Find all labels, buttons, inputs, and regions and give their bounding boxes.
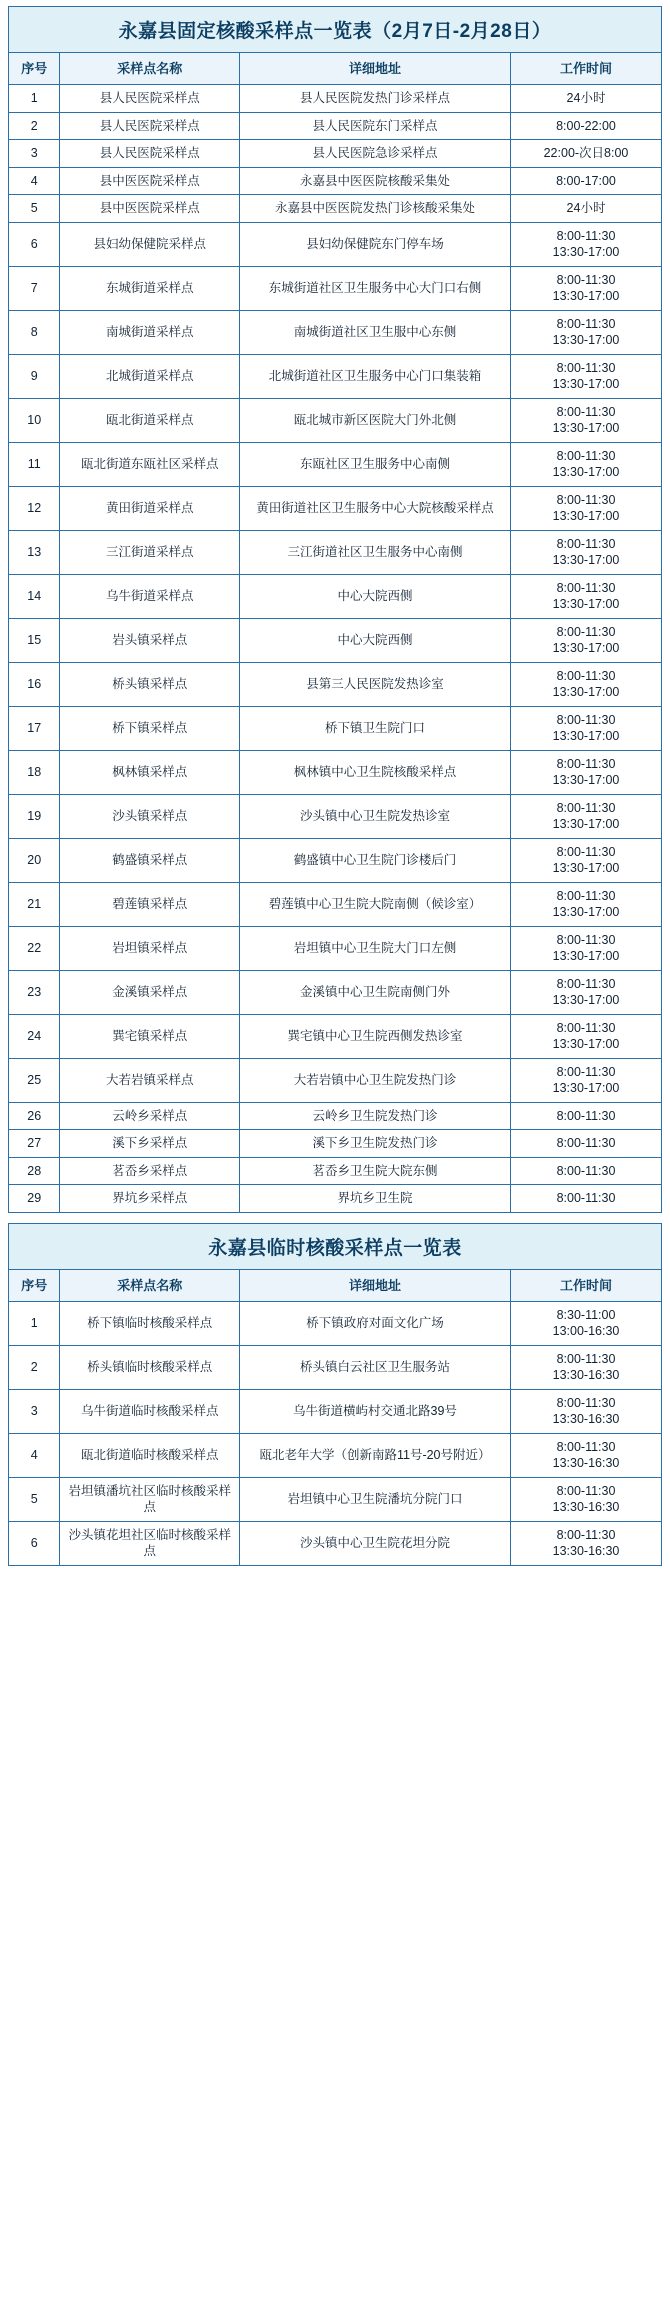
- cell-hours: [511, 310, 662, 354]
- table-row: [9, 1345, 662, 1389]
- hours-line: 13:30-16:30: [552, 1544, 620, 1559]
- cell-address: 县人民医院东门采样点: [239, 112, 510, 140]
- cell-index: 27: [9, 1130, 60, 1158]
- cell-site-name: 南城街道采样点: [60, 310, 240, 354]
- hours-line: 13:30-17:00: [552, 817, 620, 832]
- cell-address: 南城街道社区卫生服中心东侧: [239, 310, 510, 354]
- table-row: [9, 1477, 662, 1521]
- hours-line: 13:30-16:30: [552, 1456, 620, 1471]
- cell-address: 岩坦镇中心卫生院大门口左侧: [239, 926, 510, 970]
- cell-hours: [511, 266, 662, 310]
- cell-site-name: 三江街道采样点: [60, 530, 240, 574]
- cell-hours: [511, 1058, 662, 1102]
- cell-site-name: 枫林镇采样点: [60, 750, 240, 794]
- cell-site-name: 县人民医院采样点: [60, 85, 240, 113]
- table-row: [9, 266, 662, 310]
- header-hours: 工作时间: [511, 53, 662, 85]
- hours-line: 8:00-11:30: [556, 228, 616, 243]
- cell-hours: [511, 1157, 662, 1185]
- cell-hours: [511, 354, 662, 398]
- cell-site-name: 瓯北街道东瓯社区采样点: [60, 442, 240, 486]
- cell-hours: [511, 85, 662, 113]
- cell-address: 北城街道社区卫生服务中心门口集装箱: [239, 354, 510, 398]
- hours-line: 13:30-16:30: [552, 1500, 620, 1515]
- header-address: 详细地址: [239, 1269, 510, 1301]
- table-row: [9, 618, 662, 662]
- hours-line: 8:00-11:30: [556, 1163, 616, 1178]
- cell-hours: [511, 574, 662, 618]
- cell-index: 26: [9, 1102, 60, 1130]
- hours-line: 8:00-11:30: [556, 756, 616, 771]
- table-row: [9, 970, 662, 1014]
- hours-line: 13:30-17:00: [552, 1081, 620, 1096]
- table-header-row: [9, 1269, 662, 1301]
- hours-line: 13:30-17:00: [552, 553, 620, 568]
- cell-address: 桥下镇政府对面文化广场: [239, 1301, 510, 1345]
- table-row: [9, 1014, 662, 1058]
- fixed-sites-body: [9, 85, 662, 1213]
- hours-line: 13:30-17:00: [552, 729, 620, 744]
- cell-address: 鹤盛镇中心卫生院门诊楼后门: [239, 838, 510, 882]
- hours-line: 8:00-11:30: [556, 272, 616, 287]
- header-index: 序号: [9, 1269, 60, 1301]
- header-hours: 工作时间: [511, 1269, 662, 1301]
- cell-hours: [511, 750, 662, 794]
- table-row: [9, 85, 662, 113]
- cell-index: 10: [9, 398, 60, 442]
- cell-site-name: 县中医医院采样点: [60, 195, 240, 223]
- hours-line: 8:00-11:30: [556, 360, 616, 375]
- cell-address: 永嘉县中医医院发热门诊核酸采集处: [239, 195, 510, 223]
- cell-hours: [511, 1301, 662, 1345]
- cell-address: 瓯北老年大学（创新南路11号-20号附近）: [239, 1433, 510, 1477]
- cell-site-name: 碧莲镇采样点: [60, 882, 240, 926]
- cell-address: 巽宅镇中心卫生院西侧发热诊室: [239, 1014, 510, 1058]
- table-row: [9, 574, 662, 618]
- table-row: [9, 1058, 662, 1102]
- table-row: [9, 442, 662, 486]
- hours-line: 13:30-17:00: [552, 949, 620, 964]
- hours-line: 8:00-11:30: [556, 668, 616, 683]
- cell-site-name: 乌牛街道临时核酸采样点: [60, 1389, 240, 1433]
- table-row: [9, 195, 662, 223]
- hours-line: 13:30-17:00: [552, 377, 620, 392]
- hours-line: 13:30-17:00: [552, 773, 620, 788]
- cell-index: 13: [9, 530, 60, 574]
- cell-hours: [511, 838, 662, 882]
- cell-site-name: 大若岩镇采样点: [60, 1058, 240, 1102]
- hours-line: 8:00-11:30: [556, 1351, 616, 1366]
- cell-index: 5: [9, 1477, 60, 1521]
- cell-site-name: 岩坦镇潘坑社区临时核酸采样点: [60, 1477, 240, 1521]
- cell-site-name: 鹤盛镇采样点: [60, 838, 240, 882]
- hours-line: 8:00-11:30: [556, 888, 616, 903]
- cell-index: 7: [9, 266, 60, 310]
- hours-line: 8:00-11:30: [556, 1108, 616, 1123]
- cell-hours: [511, 1477, 662, 1521]
- header-site-name: 采样点名称: [60, 1269, 240, 1301]
- cell-site-name: 瓯北街道临时核酸采样点: [60, 1433, 240, 1477]
- cell-site-name: 巽宅镇采样点: [60, 1014, 240, 1058]
- cell-hours: [511, 398, 662, 442]
- cell-site-name: 岩头镇采样点: [60, 618, 240, 662]
- cell-index: 25: [9, 1058, 60, 1102]
- hours-line: 13:30-17:00: [552, 421, 620, 436]
- table-row: [9, 1301, 662, 1345]
- cell-address: 中心大院西侧: [239, 574, 510, 618]
- hours-line: 13:30-17:00: [552, 597, 620, 612]
- cell-hours: [511, 442, 662, 486]
- cell-site-name: 桥下镇采样点: [60, 706, 240, 750]
- table-row: [9, 706, 662, 750]
- hours-line: 13:30-16:30: [552, 1368, 620, 1383]
- hours-line: 8:00-11:30: [556, 800, 616, 815]
- cell-hours: [511, 706, 662, 750]
- table-row: [9, 1130, 662, 1158]
- cell-address: 县妇幼保健院东门停车场: [239, 222, 510, 266]
- cell-index: 1: [9, 85, 60, 113]
- cell-hours: [511, 882, 662, 926]
- table-row: [9, 838, 662, 882]
- cell-address: 沙头镇中心卫生院发热诊室: [239, 794, 510, 838]
- hours-line: 8:00-11:30: [556, 448, 616, 463]
- cell-index: 9: [9, 354, 60, 398]
- cell-address: 县人民医院急诊采样点: [239, 140, 510, 168]
- cell-address: 三江街道社区卫生服务中心南侧: [239, 530, 510, 574]
- cell-site-name: 桥下镇临时核酸采样点: [60, 1301, 240, 1345]
- cell-hours: [511, 1130, 662, 1158]
- hours-line: 8:00-11:30: [556, 1395, 616, 1410]
- cell-index: 6: [9, 222, 60, 266]
- table-row: [9, 1433, 662, 1477]
- hours-line: 8:00-11:30: [556, 1439, 616, 1454]
- hours-line: 13:00-16:30: [552, 1324, 620, 1339]
- hours-line: 8:00-11:30: [556, 1064, 616, 1079]
- cell-index: 3: [9, 1389, 60, 1433]
- hours-line: 13:30-17:00: [552, 861, 620, 876]
- cell-hours: [511, 662, 662, 706]
- cell-index: 11: [9, 442, 60, 486]
- cell-site-name: 金溪镇采样点: [60, 970, 240, 1014]
- cell-hours: [511, 794, 662, 838]
- hours-line: 8:00-11:30: [556, 1191, 616, 1206]
- cell-hours: [511, 1185, 662, 1213]
- temporary-sites-table: [8, 1269, 662, 1566]
- hours-line: 13:30-17:00: [552, 993, 620, 1008]
- cell-site-name: 县妇幼保健院采样点: [60, 222, 240, 266]
- header-address: 详细地址: [239, 53, 510, 85]
- cell-index: 14: [9, 574, 60, 618]
- cell-index: 12: [9, 486, 60, 530]
- cell-address: 金溪镇中心卫生院南侧门外: [239, 970, 510, 1014]
- table-row: [9, 794, 662, 838]
- hours-line: 13:30-17:00: [552, 289, 620, 304]
- table-row: [9, 1157, 662, 1185]
- cell-address: 碧莲镇中心卫生院大院南侧（候诊室）: [239, 882, 510, 926]
- section-title-temporary-sites: 永嘉县临时核酸采样点一览表: [8, 1223, 662, 1270]
- cell-address: 界坑乡卫生院: [239, 1185, 510, 1213]
- hours-line: 13:30-17:00: [552, 641, 620, 656]
- hours-line: 8:00-11:30: [556, 580, 616, 595]
- cell-site-name: 瓯北街道采样点: [60, 398, 240, 442]
- cell-index: 6: [9, 1521, 60, 1565]
- cell-index: 5: [9, 195, 60, 223]
- hours-line: 22:00-次日8:00: [543, 146, 629, 161]
- cell-site-name: 茗岙乡采样点: [60, 1157, 240, 1185]
- cell-address: 桥下镇卫生院门口: [239, 706, 510, 750]
- hours-line: 8:00-11:30: [556, 1527, 616, 1542]
- hours-line: 8:30-11:00: [556, 1307, 616, 1322]
- header-site-name: 采样点名称: [60, 53, 240, 85]
- cell-hours: [511, 1433, 662, 1477]
- cell-hours: [511, 618, 662, 662]
- hours-line: 8:00-11:30: [556, 536, 616, 551]
- cell-address: 乌牛街道横屿村交通北路39号: [239, 1389, 510, 1433]
- hours-line: 8:00-11:30: [556, 844, 616, 859]
- hours-line: 8:00-11:30: [556, 1136, 616, 1151]
- cell-site-name: 沙头镇采样点: [60, 794, 240, 838]
- cell-site-name: 沙头镇花坦社区临时核酸采样点: [60, 1521, 240, 1565]
- cell-site-name: 东城街道采样点: [60, 266, 240, 310]
- cell-hours: [511, 926, 662, 970]
- hours-line: 13:30-17:00: [552, 1037, 620, 1052]
- fixed-sites-table: [8, 52, 662, 1213]
- table-row: [9, 112, 662, 140]
- hours-line: 13:30-17:00: [552, 685, 620, 700]
- cell-index: 18: [9, 750, 60, 794]
- cell-index: 19: [9, 794, 60, 838]
- cell-site-name: 黄田街道采样点: [60, 486, 240, 530]
- cell-address: 东城街道社区卫生服务中心大门口右侧: [239, 266, 510, 310]
- cell-index: 3: [9, 140, 60, 168]
- hours-line: 13:30-17:00: [552, 245, 620, 260]
- cell-site-name: 县人民医院采样点: [60, 140, 240, 168]
- cell-address: 中心大院西侧: [239, 618, 510, 662]
- hours-line: 13:30-16:30: [552, 1412, 620, 1427]
- hours-line: 8:00-17:00: [556, 173, 616, 188]
- table-row: [9, 750, 662, 794]
- cell-site-name: 县人民医院采样点: [60, 112, 240, 140]
- hours-line: 8:00-22:00: [556, 118, 616, 133]
- cell-hours: [511, 222, 662, 266]
- cell-index: 16: [9, 662, 60, 706]
- table-row: [9, 310, 662, 354]
- table-row: [9, 530, 662, 574]
- cell-index: 8: [9, 310, 60, 354]
- temporary-sites-body: [9, 1301, 662, 1565]
- hours-line: 24小时: [566, 201, 606, 216]
- cell-hours: [511, 195, 662, 223]
- cell-address: 大若岩镇中心卫生院发热门诊: [239, 1058, 510, 1102]
- cell-index: 17: [9, 706, 60, 750]
- cell-site-name: 云岭乡采样点: [60, 1102, 240, 1130]
- hours-line: 8:00-11:30: [556, 1020, 616, 1035]
- cell-address: 沙头镇中心卫生院花坦分院: [239, 1521, 510, 1565]
- cell-site-name: 岩坦镇采样点: [60, 926, 240, 970]
- cell-address: 东瓯社区卫生服务中心南侧: [239, 442, 510, 486]
- table-row: [9, 1185, 662, 1213]
- cell-index: 28: [9, 1157, 60, 1185]
- hours-line: 13:30-17:00: [552, 905, 620, 920]
- cell-address: 茗岙乡卫生院大院东侧: [239, 1157, 510, 1185]
- cell-site-name: 桥头镇采样点: [60, 662, 240, 706]
- hours-line: 13:30-17:00: [552, 333, 620, 348]
- table-row: [9, 1102, 662, 1130]
- cell-address: 县人民医院发热门诊采样点: [239, 85, 510, 113]
- cell-address: 云岭乡卫生院发热门诊: [239, 1102, 510, 1130]
- table-row: [9, 354, 662, 398]
- cell-hours: [511, 1345, 662, 1389]
- hours-line: 8:00-11:30: [556, 404, 616, 419]
- cell-address: 岩坦镇中心卫生院潘坑分院门口: [239, 1477, 510, 1521]
- cell-index: 23: [9, 970, 60, 1014]
- cell-hours: [511, 140, 662, 168]
- cell-index: 22: [9, 926, 60, 970]
- hours-line: 24小时: [566, 91, 606, 106]
- section-spacer: [8, 1213, 662, 1223]
- table-header-row: [9, 53, 662, 85]
- hours-line: 8:00-11:30: [556, 712, 616, 727]
- table-row: [9, 486, 662, 530]
- cell-hours: [511, 530, 662, 574]
- cell-address: 瓯北城市新区医院大门外北侧: [239, 398, 510, 442]
- cell-index: 21: [9, 882, 60, 926]
- hours-line: 8:00-11:30: [556, 492, 616, 507]
- cell-address: 黄田街道社区卫生服务中心大院核酸采样点: [239, 486, 510, 530]
- table-row: [9, 882, 662, 926]
- cell-hours: [511, 1014, 662, 1058]
- table-row: [9, 662, 662, 706]
- table-row: [9, 398, 662, 442]
- cell-index: 4: [9, 167, 60, 195]
- cell-index: 29: [9, 1185, 60, 1213]
- cell-index: 1: [9, 1301, 60, 1345]
- cell-address: 永嘉县中医医院核酸采集处: [239, 167, 510, 195]
- cell-address: 溪下乡卫生院发热门诊: [239, 1130, 510, 1158]
- table-row: [9, 140, 662, 168]
- cell-hours: [511, 486, 662, 530]
- cell-site-name: 界坑乡采样点: [60, 1185, 240, 1213]
- cell-site-name: 桥头镇临时核酸采样点: [60, 1345, 240, 1389]
- cell-hours: [511, 167, 662, 195]
- cell-hours: [511, 1102, 662, 1130]
- cell-hours: [511, 1389, 662, 1433]
- cell-hours: [511, 112, 662, 140]
- cell-address: 桥头镇白云社区卫生服务站: [239, 1345, 510, 1389]
- cell-site-name: 溪下乡采样点: [60, 1130, 240, 1158]
- cell-index: 24: [9, 1014, 60, 1058]
- hours-line: 8:00-11:30: [556, 316, 616, 331]
- cell-index: 20: [9, 838, 60, 882]
- cell-hours: [511, 1521, 662, 1565]
- hours-line: 8:00-11:30: [556, 624, 616, 639]
- table-row: [9, 1521, 662, 1565]
- cell-index: 4: [9, 1433, 60, 1477]
- table-row: [9, 167, 662, 195]
- hours-line: 13:30-17:00: [552, 465, 620, 480]
- cell-hours: [511, 970, 662, 1014]
- cell-site-name: 县中医医院采样点: [60, 167, 240, 195]
- cell-index: 2: [9, 1345, 60, 1389]
- cell-index: 2: [9, 112, 60, 140]
- hours-line: 8:00-11:30: [556, 976, 616, 991]
- table-row: [9, 222, 662, 266]
- section-title-fixed-sites: 永嘉县固定核酸采样点一览表（2月7日-2月28日）: [8, 6, 662, 53]
- cell-address: 枫林镇中心卫生院核酸采样点: [239, 750, 510, 794]
- cell-address: 县第三人民医院发热诊室: [239, 662, 510, 706]
- cell-site-name: 北城街道采样点: [60, 354, 240, 398]
- cell-site-name: 乌牛街道采样点: [60, 574, 240, 618]
- table-row: [9, 926, 662, 970]
- hours-line: 8:00-11:30: [556, 1483, 616, 1498]
- cell-index: 15: [9, 618, 60, 662]
- hours-line: 8:00-11:30: [556, 932, 616, 947]
- hours-line: 13:30-17:00: [552, 509, 620, 524]
- table-row: [9, 1389, 662, 1433]
- header-index: 序号: [9, 53, 60, 85]
